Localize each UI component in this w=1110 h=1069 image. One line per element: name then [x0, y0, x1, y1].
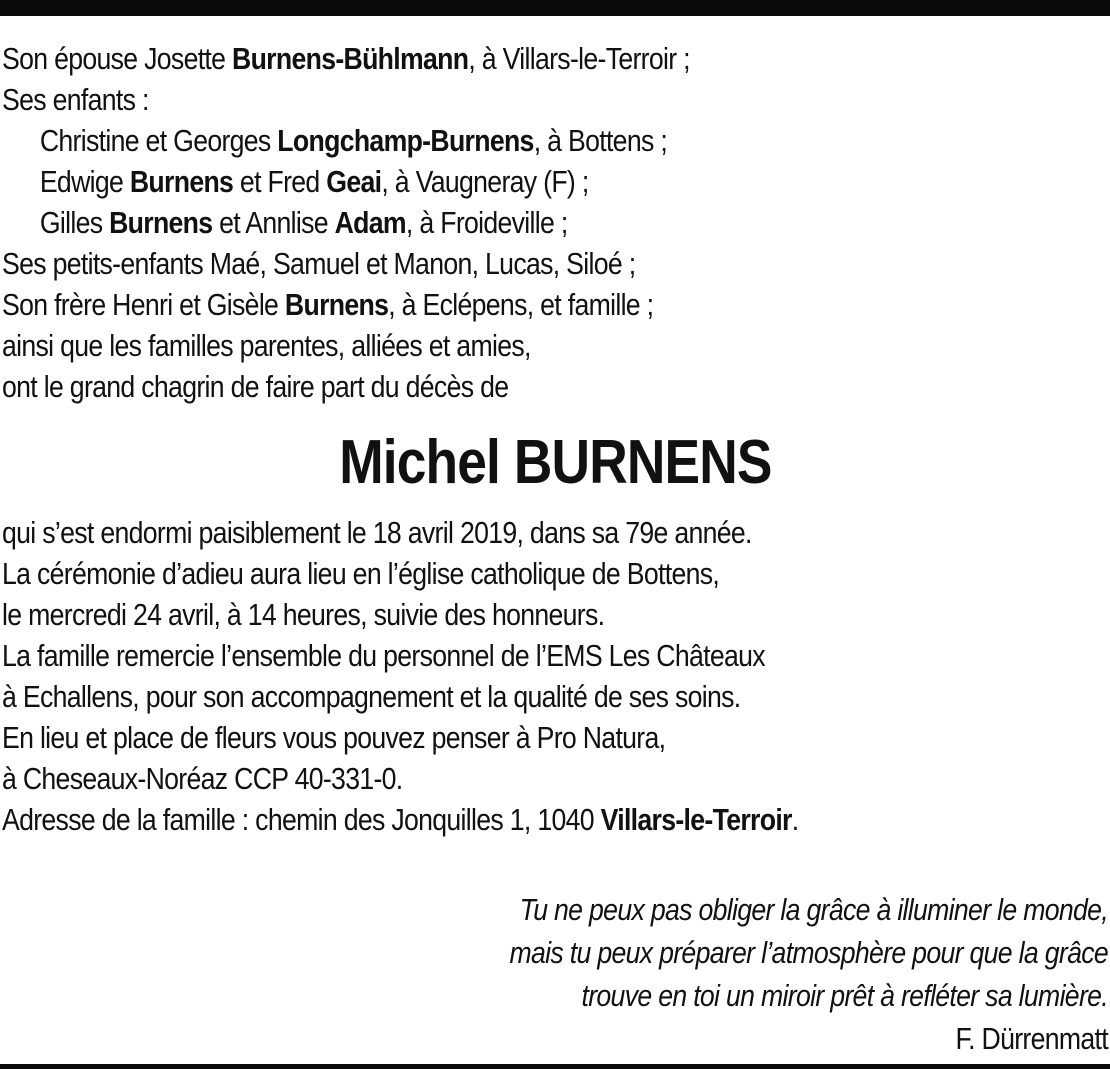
spouse-line: Son épouse Josette Burnens-Bühlmann, à Villars-le-Terroir ; [2, 41, 690, 76]
child-line-2: Edwige Burnens et Fred Geai, à Vaugneray (F) ; [39, 164, 589, 199]
announcement-intro-line: ont le grand chagrin de faire part du décès de [2, 369, 509, 404]
children-heading: Ses enfants : [2, 82, 149, 117]
bottom-border-rule [0, 1064, 1110, 1069]
brother-line: Son frère Henri et Gisèle Burnens, à Eclépens, et famille ; [2, 287, 654, 322]
child-line-1: Christine et Georges Longchamp-Burnens, à Bottens ; [39, 123, 668, 158]
thanks-line-2: à Echallens, pour son accompagnement et la qualité de ses soins. [2, 679, 741, 714]
partner-surname: Geai [326, 164, 382, 199]
child-surname: Burnens [129, 164, 234, 199]
ceremony-place-line: La cérémonie d’adieu aura lieu en l’église catholique de Bottens, [2, 556, 720, 591]
passing-date-line: qui s’est endormi paisiblement le 18 avril 2019, dans sa 79e année. [2, 515, 752, 550]
quote-line: mais tu peux préparer l’atmosphère pour que la grâce [509, 935, 1108, 970]
quote-author: F. Dürrenmatt [955, 1021, 1108, 1056]
quote-line: trouve en toi un miroir prêt à refléter sa lumière. [581, 978, 1108, 1013]
child-surname: Longchamp-Burnens [277, 123, 534, 158]
child-surname: Burnens [109, 205, 213, 240]
partner-surname: Adam [334, 205, 406, 240]
address-locality: Villars-le-Terroir [600, 802, 792, 837]
top-border-rule [0, 0, 1110, 16]
quote-line: Tu ne peux pas obliger la grâce à illuminer le monde, [519, 892, 1108, 927]
donation-line-2: à Cheseaux-Noréaz CCP 40-331-0. [2, 761, 403, 796]
extended-family-line: ainsi que les familles parentes, alliées et amies, [2, 328, 531, 363]
ceremony-time-line: le mercredi 24 avril, à 14 heures, suivie des honneurs. [2, 597, 605, 632]
closing-quote [108, 888, 1108, 1060]
ceremony-details [2, 512, 1106, 840]
brother-surname: Burnens [284, 287, 389, 322]
family-announcement [2, 38, 1106, 407]
deceased-name: Michel BURNENS [338, 428, 772, 497]
family-address-line: Adresse de la famille : chemin des Jonquilles 1, 1040 Villars-le-Terroir. [2, 802, 799, 837]
thanks-line-1: La famille remercie l’ensemble du personnel de l’EMS Les Châteaux [2, 638, 765, 673]
grandchildren-line: Ses petits-enfants Maé, Samuel et Manon, Lucas, Siloé ; [2, 246, 636, 281]
spouse-surname: Burnens-Bühlmann [232, 41, 469, 76]
donation-line-1: En lieu et place de fleurs vous pouvez penser à Pro Natura, [2, 720, 666, 755]
child-line-3: Gilles Burnens et Annlise Adam, à Froideville ; [39, 205, 568, 240]
deceased-name-block [0, 428, 1110, 498]
